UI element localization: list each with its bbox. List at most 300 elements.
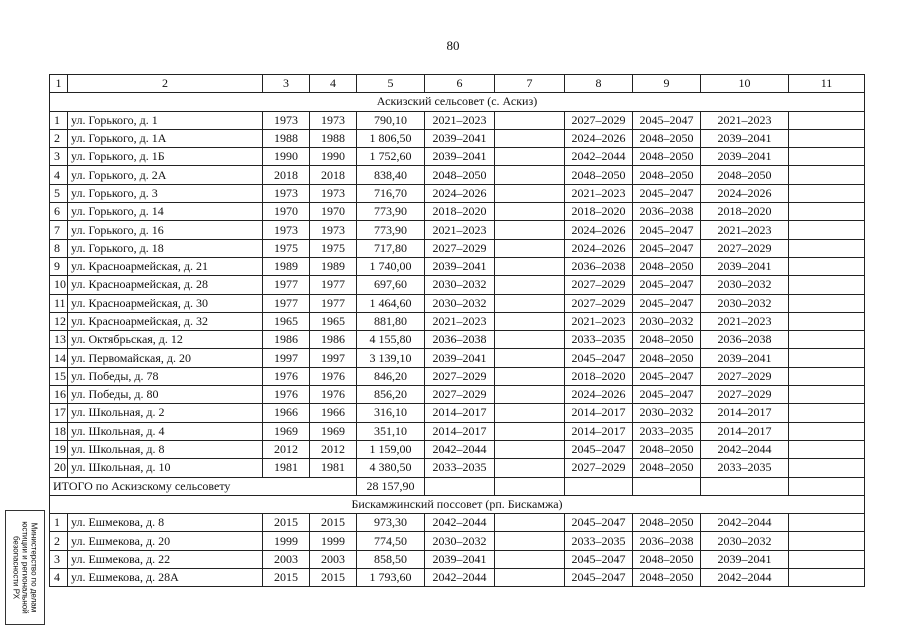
table-cell (789, 440, 865, 458)
table-cell (701, 477, 789, 495)
table-cell: 2033–2035 (701, 459, 789, 477)
table-cell (789, 239, 865, 257)
table-cell: 12 (50, 312, 68, 330)
table-cell: ул. Ешмекова, д. 22 (68, 550, 263, 568)
table-cell: 4 (50, 569, 68, 587)
table-row (50, 569, 865, 587)
table-cell (789, 459, 865, 477)
table-cell: 2048–2050 (701, 166, 789, 184)
table-cell: 2033–2035 (565, 532, 633, 550)
table-cell: 2045–2047 (565, 550, 633, 568)
table-cell: 2024–2026 (565, 221, 633, 239)
table-cell (495, 129, 565, 147)
table-cell: 2030–2032 (701, 532, 789, 550)
table-cell: ул. Горького, д. 1А (68, 129, 263, 147)
table-cell: ул. Победы, д. 80 (68, 386, 263, 404)
table-cell: 2039–2041 (425, 257, 495, 275)
table-cell: 2048–2050 (633, 257, 701, 275)
ministry-stamp (5, 510, 45, 625)
table-cell: 2039–2041 (701, 349, 789, 367)
table-cell (495, 221, 565, 239)
table-row (50, 166, 865, 184)
table-cell: 1 (50, 514, 68, 532)
table-cell: 2045–2047 (633, 367, 701, 385)
total-row (50, 477, 865, 495)
table-cell: 1 159,00 (357, 440, 425, 458)
table-cell: 2027–2029 (565, 111, 633, 129)
table-cell: 10 (701, 75, 789, 93)
table-cell: 1990 (263, 148, 310, 166)
table-cell: 838,40 (357, 166, 425, 184)
table-row (50, 514, 865, 532)
table-cell: 1973 (263, 184, 310, 202)
table-cell: 2024–2026 (425, 184, 495, 202)
table-cell: 2014–2017 (425, 404, 495, 422)
table-cell: 1975 (310, 239, 357, 257)
stamp-text: Министерство по делам юстиции и региональной безопасности РХ (11, 521, 39, 614)
table-cell: 13 (50, 331, 68, 349)
table-cell: 16 (50, 386, 68, 404)
table-cell: 2036–2038 (633, 203, 701, 221)
table-cell: 2018–2020 (425, 203, 495, 221)
table-cell: 2024–2026 (565, 386, 633, 404)
table-cell: 1989 (310, 257, 357, 275)
table-cell: Бискамжинский поссовет (рп. Бискамжа) (50, 495, 865, 513)
table-cell: 2048–2050 (633, 331, 701, 349)
table-cell: Аскизский сельсовет (с. Аскиз) (50, 93, 865, 111)
table-cell: 2027–2029 (565, 276, 633, 294)
table-cell: 3 (50, 550, 68, 568)
table-cell: 2015 (310, 514, 357, 532)
table-cell: 697,60 (357, 276, 425, 294)
header-row (50, 75, 865, 93)
table-cell (495, 312, 565, 330)
table-cell: 2045–2047 (633, 276, 701, 294)
table-cell: 2014–2017 (701, 422, 789, 440)
table-cell: 1989 (263, 257, 310, 275)
table-cell: 10 (50, 276, 68, 294)
table-cell: 2033–2035 (565, 331, 633, 349)
table-cell: 2018–2020 (565, 203, 633, 221)
table-row (50, 129, 865, 147)
table-cell (495, 331, 565, 349)
table-row (50, 367, 865, 385)
table-cell: ул. Школьная, д. 10 (68, 459, 263, 477)
table-cell: 1986 (263, 331, 310, 349)
table-cell: 2021–2023 (425, 111, 495, 129)
table-row (50, 203, 865, 221)
table-cell: 17 (50, 404, 68, 422)
table-cell: 1977 (310, 276, 357, 294)
table-cell: 2 (50, 532, 68, 550)
table-cell: 2048–2050 (633, 129, 701, 147)
table-row (50, 294, 865, 312)
table-cell: 2045–2047 (565, 569, 633, 587)
table-cell: 6 (425, 75, 495, 93)
table-cell (495, 459, 565, 477)
table-cell: 1977 (310, 294, 357, 312)
table-cell: 2030–2032 (425, 532, 495, 550)
table-cell: 1 793,60 (357, 569, 425, 587)
table-row (50, 532, 865, 550)
table-cell: 3 (263, 75, 310, 93)
table-cell: 2003 (310, 550, 357, 568)
table-row (50, 184, 865, 202)
table-row (50, 440, 865, 458)
table-cell: 351,10 (357, 422, 425, 440)
table-cell: 2042–2044 (701, 569, 789, 587)
table-cell: 2033–2035 (425, 459, 495, 477)
table-cell: 2014–2017 (565, 422, 633, 440)
table-cell: 2027–2029 (425, 386, 495, 404)
table-cell: 5 (357, 75, 425, 93)
table-cell (789, 257, 865, 275)
table-cell: 2048–2050 (425, 166, 495, 184)
table-cell (495, 367, 565, 385)
table-cell: 846,20 (357, 367, 425, 385)
table-cell: 2033–2035 (633, 422, 701, 440)
section-heading-row (50, 495, 865, 513)
table-row (50, 111, 865, 129)
table-cell: 2015 (310, 569, 357, 587)
table-cell: 2018 (263, 166, 310, 184)
table-cell: 1997 (310, 349, 357, 367)
table-cell (565, 477, 633, 495)
table-cell: 2048–2050 (633, 440, 701, 458)
table-row (50, 257, 865, 275)
table-cell: 2027–2029 (701, 386, 789, 404)
table-cell: 2039–2041 (425, 550, 495, 568)
table-cell: 2045–2047 (633, 221, 701, 239)
table-cell: 2048–2050 (633, 514, 701, 532)
table-cell: 2027–2029 (565, 459, 633, 477)
table-cell: 2045–2047 (565, 514, 633, 532)
table-cell: 1973 (310, 111, 357, 129)
table-cell (495, 569, 565, 587)
table-cell: 2021–2023 (425, 312, 495, 330)
table-cell: 7 (50, 221, 68, 239)
table-cell (495, 148, 565, 166)
table-cell: 2021–2023 (701, 312, 789, 330)
table-cell: 2030–2032 (701, 294, 789, 312)
table-cell: 2042–2044 (565, 148, 633, 166)
table-cell: 1976 (263, 386, 310, 404)
table-cell: 2036–2038 (633, 532, 701, 550)
table-cell (495, 422, 565, 440)
table-cell: 2036–2038 (425, 331, 495, 349)
table-cell: ул. Октябрьская, д. 12 (68, 331, 263, 349)
table-cell: ул. Ешмекова, д. 8 (68, 514, 263, 532)
table-cell (495, 257, 565, 275)
table-cell: 2021–2023 (565, 312, 633, 330)
table-cell (495, 276, 565, 294)
table-body (50, 75, 865, 587)
table-cell (789, 349, 865, 367)
table-cell: 2015 (263, 514, 310, 532)
table-cell: ул. Красноармейская, д. 30 (68, 294, 263, 312)
table-cell (495, 440, 565, 458)
table-cell: 2 (50, 129, 68, 147)
table-cell: 2027–2029 (425, 367, 495, 385)
table-cell (789, 294, 865, 312)
table-cell: 774,50 (357, 532, 425, 550)
table-cell: 1973 (310, 221, 357, 239)
table-cell: 2027–2029 (565, 294, 633, 312)
table-cell: 716,70 (357, 184, 425, 202)
table-cell: 316,10 (357, 404, 425, 422)
table-cell: 11 (789, 75, 865, 93)
table-cell (789, 166, 865, 184)
table-cell: 1981 (310, 459, 357, 477)
table-cell: 1976 (263, 367, 310, 385)
table-cell: 2042–2044 (425, 440, 495, 458)
table-cell: 2039–2041 (701, 550, 789, 568)
table-cell: 2018–2020 (565, 367, 633, 385)
table-cell (495, 550, 565, 568)
table-cell (789, 367, 865, 385)
table-row (50, 239, 865, 257)
table-cell: 2014–2017 (701, 404, 789, 422)
table-cell: ул. Победы, д. 78 (68, 367, 263, 385)
table-cell: 11 (50, 294, 68, 312)
table-cell: 2018–2020 (701, 203, 789, 221)
table-cell: 2014–2017 (565, 404, 633, 422)
table-cell: 1999 (263, 532, 310, 550)
table-cell: ул. Школьная, д. 2 (68, 404, 263, 422)
table-cell: 790,10 (357, 111, 425, 129)
table-cell: 1976 (310, 367, 357, 385)
table-cell: ул. Горького, д. 18 (68, 239, 263, 257)
table-cell: 1 752,60 (357, 148, 425, 166)
table-row (50, 276, 865, 294)
table-cell: 1969 (310, 422, 357, 440)
table-cell: 1966 (263, 404, 310, 422)
table-cell (495, 477, 565, 495)
table-cell (633, 477, 701, 495)
table-cell: 2045–2047 (565, 349, 633, 367)
table-cell: 1999 (310, 532, 357, 550)
table-cell: 773,90 (357, 203, 425, 221)
table-cell: ул. Горького, д. 1 (68, 111, 263, 129)
table-cell: 2030–2032 (425, 276, 495, 294)
table-cell: 4 (310, 75, 357, 93)
table-cell: 2048–2050 (633, 166, 701, 184)
table-cell: 2048–2050 (633, 349, 701, 367)
table-cell (495, 239, 565, 257)
table-cell: 19 (50, 440, 68, 458)
table-cell: 1988 (310, 129, 357, 147)
table-cell (789, 422, 865, 440)
table-row (50, 331, 865, 349)
table-row (50, 550, 865, 568)
table-cell: ул. Красноармейская, д. 32 (68, 312, 263, 330)
table-cell (789, 184, 865, 202)
table-cell: 2045–2047 (633, 294, 701, 312)
table-cell: 2027–2029 (425, 239, 495, 257)
table-cell: 858,50 (357, 550, 425, 568)
table-cell: 2042–2044 (701, 440, 789, 458)
table-cell: ул. Ешмекова, д. 20 (68, 532, 263, 550)
table-cell: 2036–2038 (701, 331, 789, 349)
table-cell: 1973 (310, 184, 357, 202)
page-number: 80 (446, 38, 460, 53)
table-cell (495, 111, 565, 129)
table-cell: 856,20 (357, 386, 425, 404)
table-cell (789, 386, 865, 404)
table-cell: 1988 (263, 129, 310, 147)
table-cell: 15 (50, 367, 68, 385)
table-cell: 2045–2047 (633, 111, 701, 129)
table-cell (495, 514, 565, 532)
table-cell: 1986 (310, 331, 357, 349)
table-cell: 2030–2032 (633, 404, 701, 422)
table-cell: 1970 (263, 203, 310, 221)
table-cell (789, 532, 865, 550)
table-cell: 2003 (263, 550, 310, 568)
table-cell (495, 349, 565, 367)
table-cell: 4 155,80 (357, 331, 425, 349)
table-cell (789, 203, 865, 221)
table-cell: 9 (633, 75, 701, 93)
table-cell: 2014–2017 (425, 422, 495, 440)
table-cell: 1981 (263, 459, 310, 477)
table-cell: 773,90 (357, 221, 425, 239)
table-cell: 1 (50, 111, 68, 129)
table-cell: ул. Школьная, д. 4 (68, 422, 263, 440)
table-cell: 973,30 (357, 514, 425, 532)
table-cell: 2048–2050 (633, 148, 701, 166)
table-cell: 1 740,00 (357, 257, 425, 275)
table-cell: 1 464,60 (357, 294, 425, 312)
table-cell: ул. Горького, д. 16 (68, 221, 263, 239)
table-cell: 1 (50, 75, 68, 93)
table-cell (789, 331, 865, 349)
table-cell (789, 221, 865, 239)
table-cell: 2 (68, 75, 263, 93)
table-cell (789, 276, 865, 294)
table-cell (495, 532, 565, 550)
table-cell: 2027–2029 (701, 239, 789, 257)
table-cell: ул. Первомайская, д. 20 (68, 349, 263, 367)
table-cell: 2039–2041 (701, 148, 789, 166)
table-cell: 2042–2044 (425, 514, 495, 532)
table-cell: 8 (565, 75, 633, 93)
table-cell: 14 (50, 349, 68, 367)
table-cell: 2015 (263, 569, 310, 587)
table-cell: 1970 (310, 203, 357, 221)
table-cell (789, 404, 865, 422)
table-cell: 2018 (310, 166, 357, 184)
table-cell: 1965 (310, 312, 357, 330)
table-cell: 1973 (263, 221, 310, 239)
table-cell: 2027–2029 (701, 367, 789, 385)
table-cell: 3 139,10 (357, 349, 425, 367)
table-cell: ул. Школьная, д. 8 (68, 440, 263, 458)
table-cell: 2030–2032 (633, 312, 701, 330)
table-cell: 1965 (263, 312, 310, 330)
table-cell (789, 129, 865, 147)
table-cell: 3 (50, 148, 68, 166)
table-row (50, 386, 865, 404)
table-cell: 2021–2023 (701, 111, 789, 129)
table-cell: 1990 (310, 148, 357, 166)
table-cell: 2045–2047 (633, 386, 701, 404)
table-cell: 8 (50, 239, 68, 257)
table-cell: 881,80 (357, 312, 425, 330)
table-cell: 1969 (263, 422, 310, 440)
table-row (50, 312, 865, 330)
table-cell (789, 312, 865, 330)
table-cell: 2021–2023 (565, 184, 633, 202)
table-cell (495, 404, 565, 422)
table-cell: 5 (50, 184, 68, 202)
table-cell: 4 (50, 166, 68, 184)
table-cell: 1977 (263, 276, 310, 294)
table-cell: 2039–2041 (425, 148, 495, 166)
table-cell: 2042–2044 (701, 514, 789, 532)
table-cell: 2039–2041 (701, 257, 789, 275)
table-cell: 717,80 (357, 239, 425, 257)
section-heading-row (50, 93, 865, 111)
table-cell (495, 294, 565, 312)
table-cell: ИТОГО по Аскизскому сельсовету (50, 477, 357, 495)
table-cell (789, 148, 865, 166)
table-cell: 2012 (263, 440, 310, 458)
table-cell: 1975 (263, 239, 310, 257)
table-cell: 1977 (263, 294, 310, 312)
table-cell: 4 380,50 (357, 459, 425, 477)
table-row (50, 221, 865, 239)
table-cell: 2039–2041 (701, 129, 789, 147)
table-cell: ул. Горького, д. 1Б (68, 148, 263, 166)
table-row (50, 404, 865, 422)
table-cell: 2039–2041 (425, 129, 495, 147)
table-cell: 1966 (310, 404, 357, 422)
table-cell: 2021–2023 (425, 221, 495, 239)
table-cell: 9 (50, 257, 68, 275)
table-cell: 2030–2032 (701, 276, 789, 294)
table-cell (789, 477, 865, 495)
table-cell: 2048–2050 (633, 569, 701, 587)
table-cell: 28 157,90 (357, 477, 425, 495)
table-cell: 1973 (263, 111, 310, 129)
table-cell: 2045–2047 (633, 184, 701, 202)
table-cell: 1976 (310, 386, 357, 404)
table-cell: 2021–2023 (701, 221, 789, 239)
table-cell: ул. Горького, д. 2А (68, 166, 263, 184)
table-row (50, 148, 865, 166)
table-cell: 2024–2026 (701, 184, 789, 202)
table-cell: 2045–2047 (565, 440, 633, 458)
table-cell: 18 (50, 422, 68, 440)
table-cell (789, 569, 865, 587)
table-cell: 2048–2050 (565, 166, 633, 184)
table-cell: 2024–2026 (565, 239, 633, 257)
table-cell (789, 550, 865, 568)
table-row (50, 422, 865, 440)
table-cell: ул. Красноармейская, д. 28 (68, 276, 263, 294)
table-cell (425, 477, 495, 495)
table-cell (789, 111, 865, 129)
table-cell: ул. Ешмекова, д. 28А (68, 569, 263, 587)
housing-table (49, 74, 865, 587)
table-row (50, 459, 865, 477)
table-cell (495, 166, 565, 184)
table-cell (495, 184, 565, 202)
table-cell: 1 806,50 (357, 129, 425, 147)
table-cell: 2024–2026 (565, 129, 633, 147)
table-cell: 2030–2032 (425, 294, 495, 312)
